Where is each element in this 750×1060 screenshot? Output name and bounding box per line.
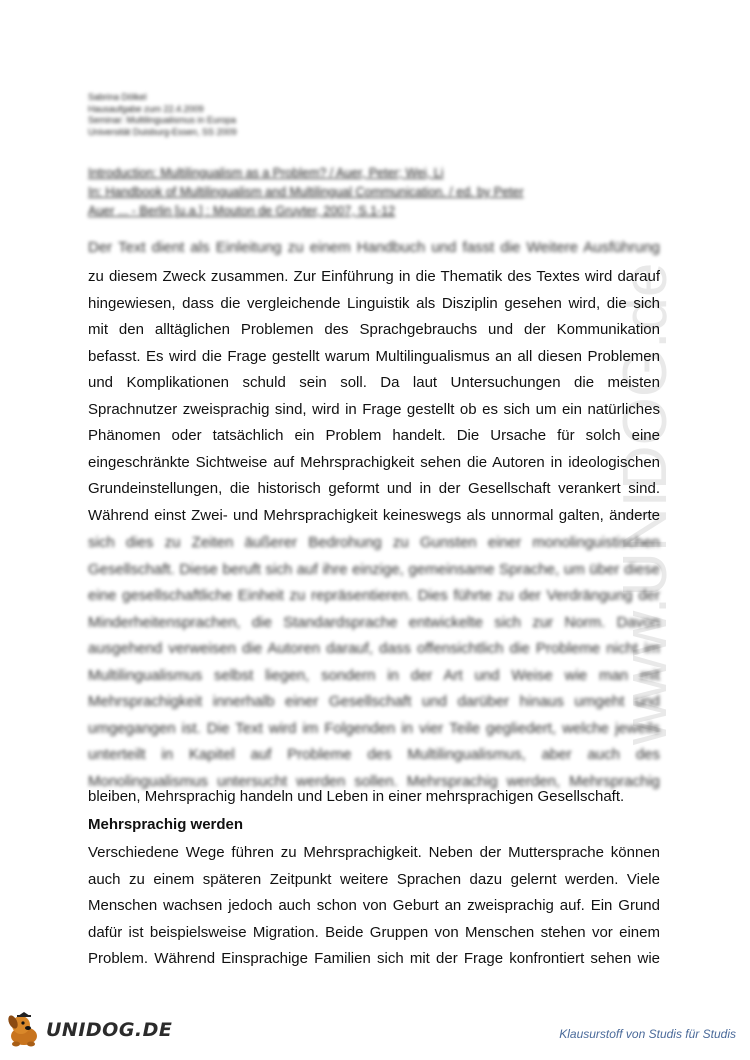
paragraph-1-blurred-middle: [88, 530, 660, 795]
text-line: Menschen wachsen jedoch auch schon von Geburt an zweisprachig auf. Ein Grund: [88, 897, 660, 914]
text-line: sich dies zu Zeiten äußerer Bedrohung zu Gunsten einer monolinguistischen: [88, 534, 660, 551]
citation-line: Introduction: Multilingualism as a Problem? / Auer, Peter; Wei, Li: [88, 166, 444, 180]
text-line: hingewiesen, dass die vergleichende Linguistik als Disziplin gesehen wird, die sich: [88, 294, 660, 312]
citation: [88, 164, 660, 221]
citation-line: In: Handbook of Multilingualism and Multilingual Communication. / ed. by Peter: [88, 185, 524, 199]
footer-tagline: Klausurstoff von Studis für Studis: [559, 1027, 736, 1041]
watermark-text: www.UNIDOG.de: [611, 262, 680, 745]
header-line: Seminar: Multilingualismus in Europa: [88, 115, 237, 125]
paragraph-1-end: [88, 784, 660, 811]
text-line: Verschiedene Wege führen zu Mehrsprachigkeit. Neben der Muttersprache können: [88, 844, 660, 861]
logo-text: UNIDOG.DE: [46, 1019, 173, 1041]
header-line: Hausaufgabe zum 22.4.2009: [88, 103, 204, 114]
text-line: Während einst Zwei- und Mehrsprachigkeit keineswegs als unnormal galten, änderte: [88, 506, 660, 524]
section-heading: Mehrsprachig werden: [88, 816, 244, 833]
text-line: Multilingualismus selbst liegen, sondern in der Art und Weise wie man mit: [88, 666, 660, 684]
text-line: umgegangen ist. Die Text wird im Folgenden in vier Teile gegliedert, welche jeweils: [88, 719, 660, 737]
header-line: Sabrina Dölkel: [88, 92, 147, 102]
text-line: eingeschränkte Sichtweise auf Mehrsprachigkeit sehen die Autoren in ideologischen: [88, 453, 660, 471]
text-line: dafür ist beispielsweise Migration. Beide Gruppen von Menschen stehen vor einem: [88, 923, 660, 941]
text-line: eine gesellschaftliche Einheit zu repräsentieren. Dies führte zu der Verdrängung der: [88, 587, 660, 604]
text-line: zu diesem Zweck zusammen. Zur Einführung in die Thematik des Textes wird darauf: [88, 268, 660, 285]
text-line: auch zu einem späteren Zeitpunkt weitere Sprachen dazu gelernt werden. Viele: [88, 870, 660, 888]
text-line: und Komplikationen schuld sein soll. Da laut Untersuchungen die meisten: [88, 374, 660, 391]
paragraph-1-visible: [88, 264, 660, 529]
unidog-logo[interactable]: [4, 1012, 172, 1048]
paragraph-1-blurred-top: [88, 235, 660, 262]
text-line: Der Text dient als Einleitung zu einem Handbuch und fasst die Weitere Ausführung: [88, 239, 660, 256]
citation-line: Auer ... - Berlin [u.a.] : Mouton de Gruyter, 2007, S.1-12: [88, 204, 396, 218]
text-line: mit den alltäglichen Problemen des Sprachgebrauchs und der Kommunikation: [88, 321, 660, 338]
text-line: Mehrsprachigkeit innerhalb einer Gesellschaft und darüber hinaus umgeht und: [88, 693, 660, 710]
text-line: Minderheitensprachen, die Standardsprache entwickelte sich zur Norm. Davon: [88, 613, 660, 631]
header-line: Universität Duisburg-Essen, SS 2009: [88, 126, 237, 137]
text-line: unterteilt in Kapitel auf Probleme des Multilingualismus, aber auch des: [88, 746, 660, 763]
text-line: Problem. Während Einsprachige Familien sich mit der Frage konfrontiert sehen wie: [88, 950, 660, 967]
paragraph-2: [88, 840, 660, 973]
text-line: Grundeinstellungen, die historisch geformt und in der Gesellschaft verankert sind.: [88, 480, 660, 497]
text-line: Sprachnutzer zweisprachig sind, wird in Frage gestellt ob es sich um ein natürliches: [88, 400, 660, 418]
author-header: [88, 92, 237, 138]
text-line: Monolingualismus untersucht werden sollen. Mehrsprachig werden, Mehrsprachig: [88, 772, 660, 790]
text-line: bleiben, Mehrsprachig handeln und Leben in einer mehrsprachigen Gesellschaft.: [88, 788, 625, 805]
dog-mascot-icon: [4, 1012, 44, 1048]
text-line: ausgehend verweisen die Autoren darauf, dass offensichtlich die Probleme nicht im: [88, 640, 660, 657]
text-line: Phänomen oder tatsächlich ein Problem handelt. Die Ursache für solch eine: [88, 427, 660, 444]
text-line: Gesellschaft. Diese beruft sich auf ihre einzige, gemeinsame Sprache, um über diese: [88, 560, 660, 578]
text-line: befasst. Es wird die Frage gestellt warum Multilingualismus an all diesen Problemen: [88, 347, 660, 365]
